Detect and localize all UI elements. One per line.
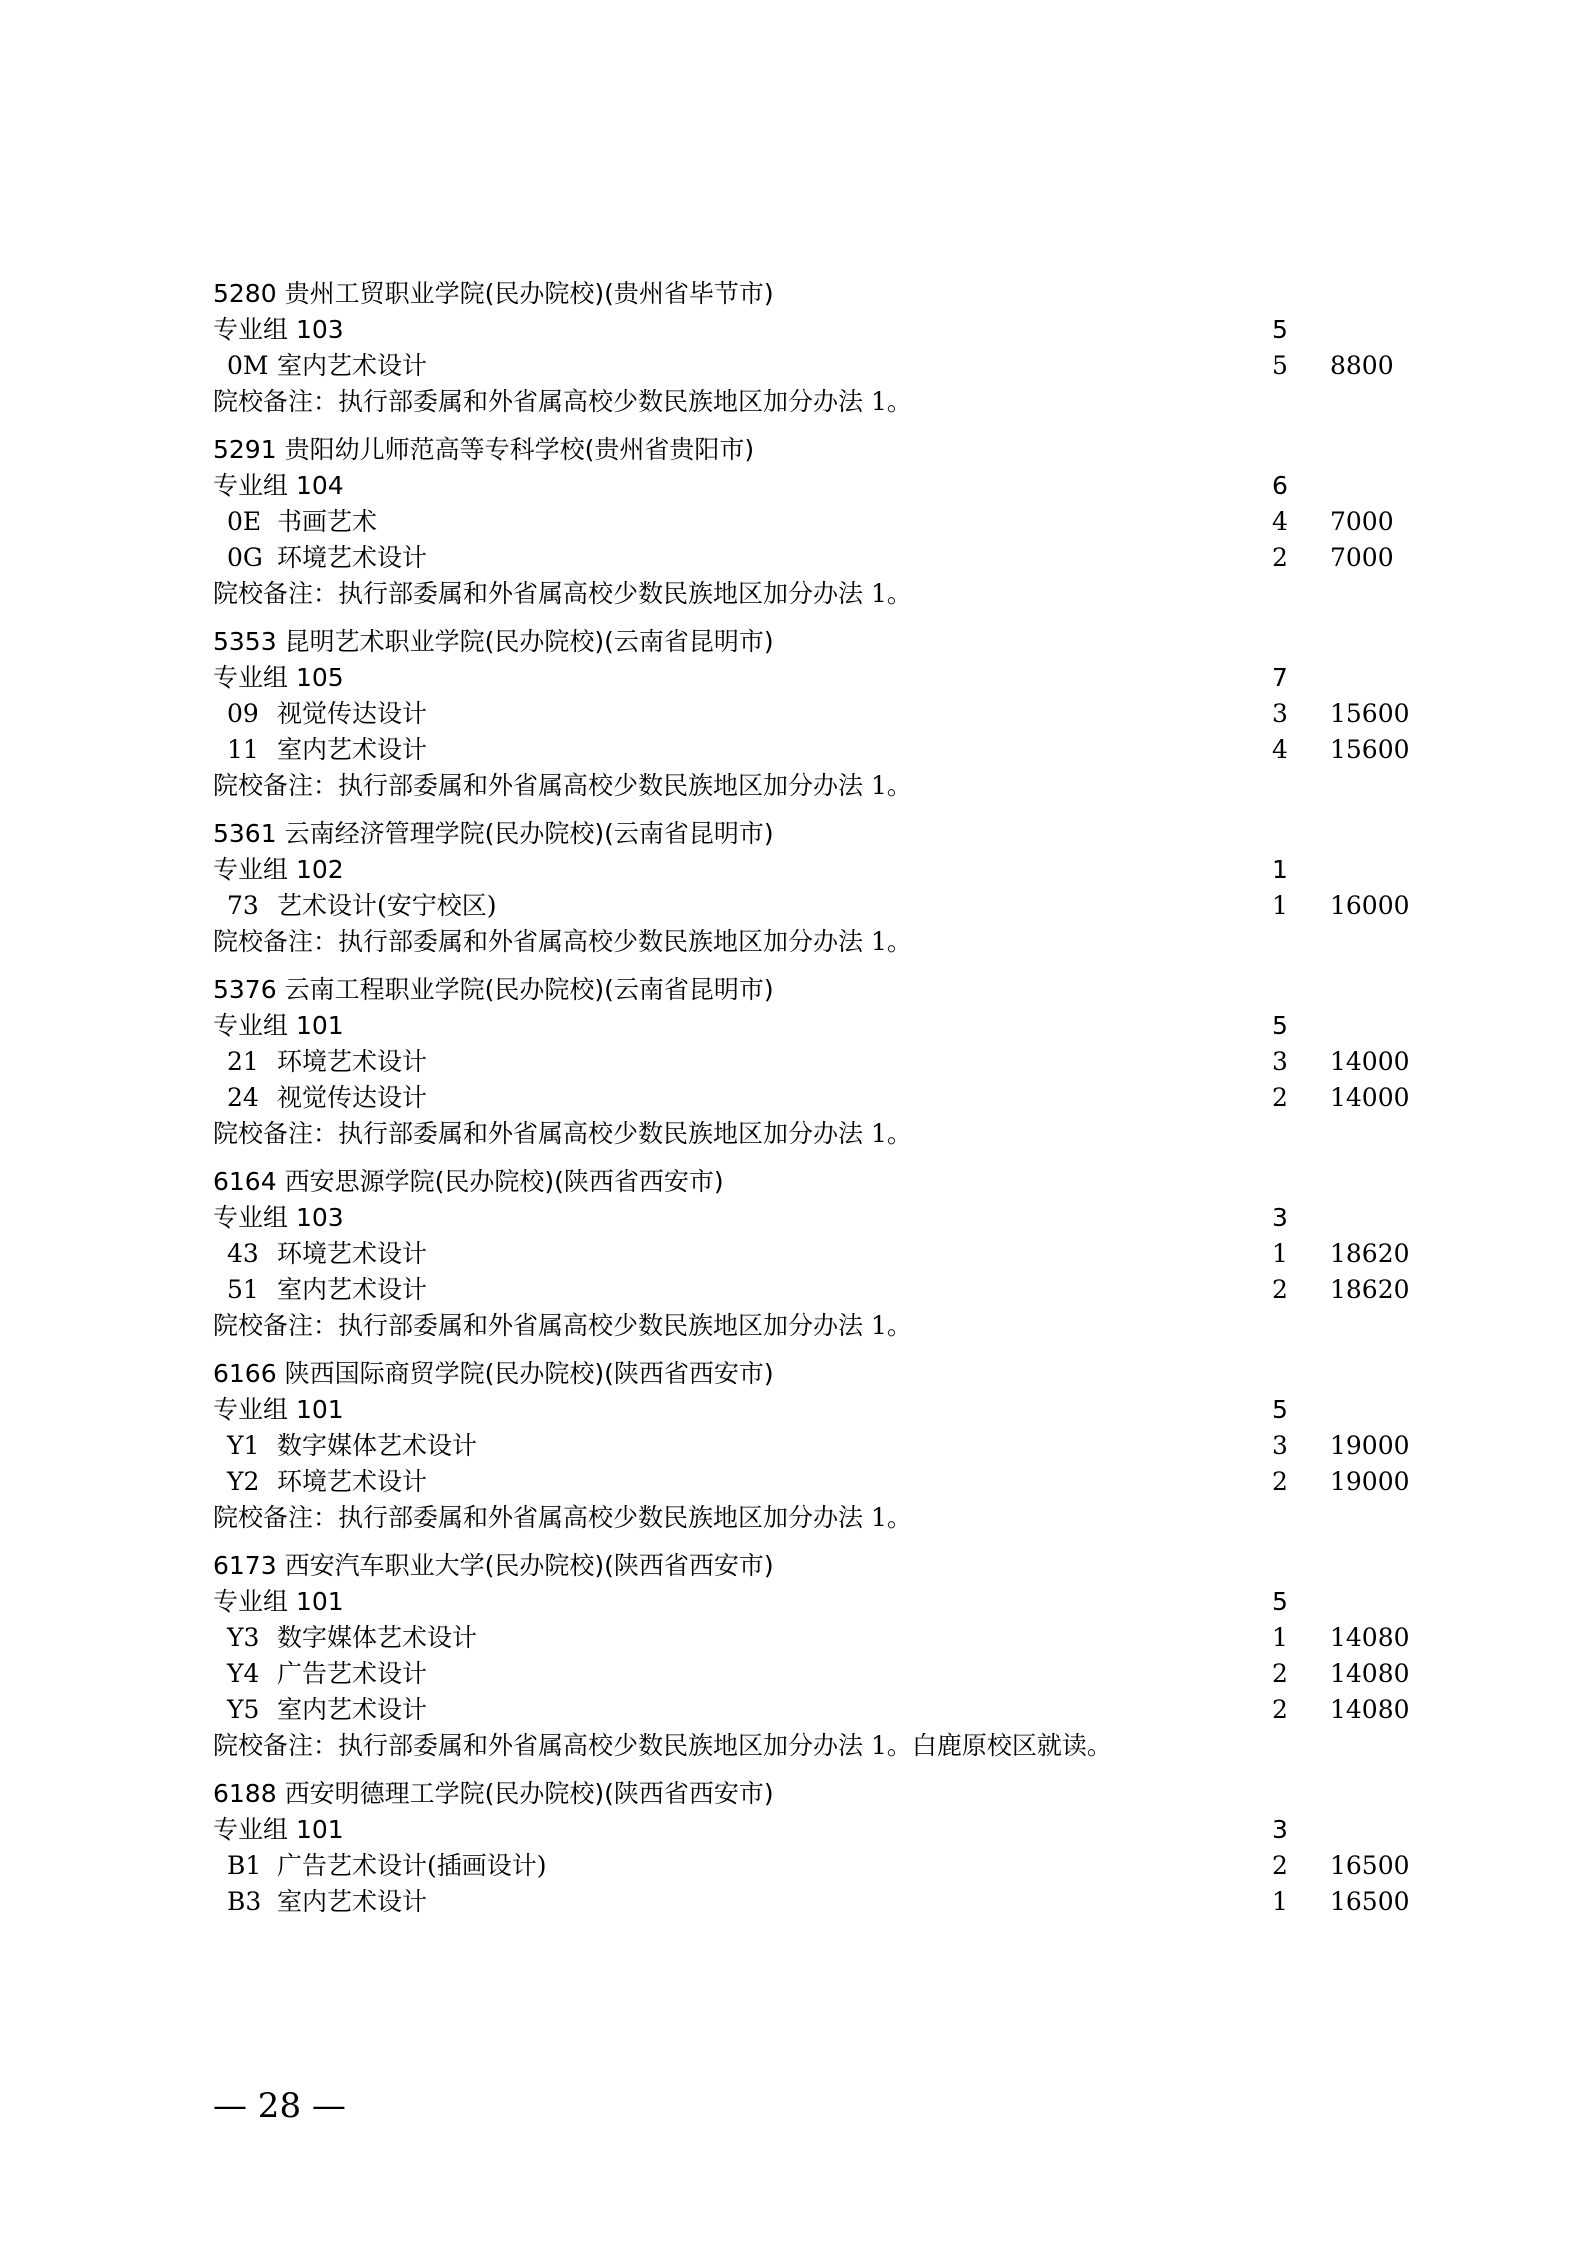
major-name: 视觉传达设计	[276, 1083, 427, 1112]
remark-text: 执行部委属和外省属高校少数民族地区加分办法 1。白鹿原校区就读。	[338, 1731, 1112, 1760]
major-group-row	[213, 1812, 1453, 1848]
school-title: 5291 贵阳幼儿师范高等专科学校(贵州省贵阳市)	[213, 435, 755, 464]
remark-text: 执行部委属和外省属高校少数民族地区加分办法 1。	[338, 1503, 912, 1532]
school-title: 5353 昆明艺术职业学院(民办院校)(云南省昆明市)	[213, 627, 774, 656]
major-group-count: 7	[1272, 663, 1288, 692]
major-group-row	[213, 468, 1453, 504]
remark-text: 执行部委属和外省属高校少数民族地区加分办法 1。	[338, 387, 912, 416]
school-title: 6166 陕西国际商贸学院(民办院校)(陕西省西安市)	[213, 1359, 774, 1388]
major-row	[213, 1656, 1453, 1692]
major-fee: 18620	[1330, 1275, 1410, 1304]
major-code: 24	[227, 1083, 259, 1112]
major-fee: 14080	[1330, 1623, 1410, 1652]
major-name: 室内艺术设计	[276, 1275, 427, 1304]
school-title: 5280 贵州工贸职业学院(民办院校)(贵州省毕节市)	[213, 279, 774, 308]
major-group-label: 专业组 104	[213, 471, 344, 500]
remark-label: 院校备注：	[213, 387, 339, 416]
major-name: 书画艺术	[276, 507, 377, 536]
remark-label: 院校备注：	[213, 1731, 339, 1760]
school-entry	[213, 816, 1453, 960]
major-group-count: 3	[1272, 1815, 1288, 1844]
major-group-row	[213, 1584, 1453, 1620]
major-code: 0G	[227, 543, 263, 572]
major-label	[213, 1239, 427, 1268]
major-fee: 14000	[1330, 1083, 1410, 1112]
major-group-row	[213, 660, 1453, 696]
major-name: 广告艺术设计(插画设计)	[276, 1851, 547, 1880]
remark-text: 执行部委属和外省属高校少数民族地区加分办法 1。	[338, 927, 912, 956]
major-row	[213, 1884, 1453, 1920]
major-count: 2	[1272, 1083, 1288, 1112]
major-group-label: 专业组 103	[213, 315, 344, 344]
major-fee: 7000	[1330, 507, 1394, 536]
major-count: 4	[1272, 507, 1288, 536]
major-label	[213, 1851, 546, 1880]
remark-label: 院校备注：	[213, 1119, 339, 1148]
major-code: 51	[227, 1275, 259, 1304]
major-label	[213, 1695, 427, 1724]
major-code: 09	[227, 699, 259, 728]
major-group-count: 6	[1272, 471, 1288, 500]
major-group-row	[213, 312, 1453, 348]
major-group-label: 专业组 102	[213, 855, 344, 884]
major-count: 1	[1272, 1887, 1288, 1916]
major-fee: 15600	[1330, 735, 1410, 764]
major-name: 室内艺术设计	[276, 351, 427, 380]
major-row	[213, 888, 1453, 924]
major-code: 0E	[227, 507, 262, 536]
major-name: 数字媒体艺术设计	[276, 1623, 477, 1652]
remark-label: 院校备注：	[213, 927, 339, 956]
remark-text: 执行部委属和外省属高校少数民族地区加分办法 1。	[338, 771, 912, 800]
remark-label: 院校备注：	[213, 1311, 339, 1340]
major-code: Y1	[227, 1431, 260, 1460]
major-group-row	[213, 1008, 1453, 1044]
major-count: 2	[1272, 543, 1288, 572]
major-label	[213, 1431, 477, 1460]
major-group-count: 3	[1272, 1203, 1288, 1232]
major-label	[213, 1047, 427, 1076]
school-entry	[213, 624, 1453, 804]
major-row	[213, 1428, 1453, 1464]
major-group-count: 5	[1272, 315, 1288, 344]
major-row	[213, 1236, 1453, 1272]
major-fee: 14080	[1330, 1695, 1410, 1724]
major-fee: 18620	[1330, 1239, 1410, 1268]
school-remark	[213, 1500, 1453, 1536]
major-count: 2	[1272, 1467, 1288, 1496]
school-title: 5361 云南经济管理学院(民办院校)(云南省昆明市)	[213, 819, 774, 848]
major-row	[213, 1080, 1453, 1116]
major-code: 0M	[227, 351, 269, 380]
major-row	[213, 1044, 1453, 1080]
major-fee: 14000	[1330, 1047, 1410, 1076]
major-fee: 16500	[1330, 1887, 1410, 1916]
major-label	[213, 699, 427, 728]
major-row	[213, 1464, 1453, 1500]
major-code: 73	[227, 891, 259, 920]
major-label	[213, 735, 427, 764]
major-label	[213, 1887, 427, 1916]
major-row	[213, 732, 1453, 768]
major-count: 2	[1272, 1275, 1288, 1304]
remark-text: 执行部委属和外省属高校少数民族地区加分办法 1。	[338, 1311, 912, 1340]
major-name: 视觉传达设计	[276, 699, 427, 728]
school-title: 6164 西安思源学院(民办院校)(陕西省西安市)	[213, 1167, 724, 1196]
major-row	[213, 1272, 1453, 1308]
school-remark	[213, 768, 1453, 804]
school-remark	[213, 924, 1453, 960]
major-group-row	[213, 1392, 1453, 1428]
major-group-row	[213, 1200, 1453, 1236]
major-fee: 16000	[1330, 891, 1410, 920]
major-group-label: 专业组 101	[213, 1815, 344, 1844]
major-fee: 19000	[1330, 1431, 1410, 1460]
major-count: 2	[1272, 1659, 1288, 1688]
school-title: 6173 西安汽车职业大学(民办院校)(陕西省西安市)	[213, 1551, 774, 1580]
major-name: 环境艺术设计	[276, 543, 427, 572]
major-fee: 7000	[1330, 543, 1394, 572]
major-name: 室内艺术设计	[276, 735, 427, 764]
major-row	[213, 504, 1453, 540]
school-entry	[213, 972, 1453, 1152]
major-code: Y5	[227, 1695, 260, 1724]
major-label	[213, 1623, 477, 1652]
school-entry	[213, 1356, 1453, 1536]
major-code: Y2	[227, 1467, 260, 1496]
major-code: B1	[227, 1851, 262, 1880]
page-number: — 28 —	[213, 2086, 346, 2126]
major-count: 2	[1272, 1695, 1288, 1724]
major-row	[213, 696, 1453, 732]
major-label	[213, 543, 427, 572]
major-label	[213, 507, 377, 536]
major-label	[213, 1083, 427, 1112]
major-label	[213, 351, 427, 380]
school-entry	[213, 1548, 1453, 1764]
major-count: 3	[1272, 699, 1288, 728]
major-group-count: 1	[1272, 855, 1288, 884]
school-title: 6188 西安明德理工学院(民办院校)(陕西省西安市)	[213, 1779, 774, 1808]
major-row	[213, 1620, 1453, 1656]
school-entry	[213, 432, 1453, 612]
major-group-count: 5	[1272, 1395, 1288, 1424]
major-code: 21	[227, 1047, 259, 1076]
school-entry	[213, 276, 1453, 420]
major-group-label: 专业组 101	[213, 1011, 344, 1040]
remark-label: 院校备注：	[213, 579, 339, 608]
major-code: B3	[227, 1887, 262, 1916]
major-count: 5	[1272, 351, 1288, 380]
major-count: 4	[1272, 735, 1288, 764]
school-entry	[213, 1776, 1453, 1920]
major-name: 室内艺术设计	[276, 1695, 427, 1724]
school-remark	[213, 1308, 1453, 1344]
major-label	[213, 1659, 427, 1688]
major-row	[213, 1692, 1453, 1728]
school-entry	[213, 1164, 1453, 1344]
school-remark	[213, 576, 1453, 612]
major-count: 2	[1272, 1851, 1288, 1880]
school-title: 5376 云南工程职业学院(民办院校)(云南省昆明市)	[213, 975, 774, 1004]
major-name: 广告艺术设计	[276, 1659, 427, 1688]
remark-text: 执行部委属和外省属高校少数民族地区加分办法 1。	[338, 579, 912, 608]
major-fee: 16500	[1330, 1851, 1410, 1880]
major-fee: 8800	[1330, 351, 1394, 380]
major-row	[213, 540, 1453, 576]
major-count: 1	[1272, 1623, 1288, 1652]
major-name: 环境艺术设计	[276, 1047, 427, 1076]
major-count: 1	[1272, 1239, 1288, 1268]
major-code: 11	[227, 735, 259, 764]
school-remark	[213, 384, 1453, 420]
major-group-row	[213, 852, 1453, 888]
major-group-label: 专业组 103	[213, 1203, 344, 1232]
major-name: 环境艺术设计	[276, 1467, 427, 1496]
major-fee: 14080	[1330, 1659, 1410, 1688]
major-group-count: 5	[1272, 1587, 1288, 1616]
major-row	[213, 348, 1453, 384]
major-label	[213, 1467, 427, 1496]
remark-text: 执行部委属和外省属高校少数民族地区加分办法 1。	[338, 1119, 912, 1148]
major-fee: 19000	[1330, 1467, 1410, 1496]
major-code: 43	[227, 1239, 259, 1268]
major-label	[213, 891, 496, 920]
school-remark	[213, 1116, 1453, 1152]
school-remark	[213, 1728, 1453, 1764]
major-count: 3	[1272, 1047, 1288, 1076]
remark-label: 院校备注：	[213, 771, 339, 800]
remark-label: 院校备注：	[213, 1503, 339, 1532]
major-code: Y3	[227, 1623, 260, 1652]
major-group-label: 专业组 101	[213, 1587, 344, 1616]
major-code: Y4	[227, 1659, 260, 1688]
major-name: 数字媒体艺术设计	[276, 1431, 477, 1460]
major-count: 1	[1272, 891, 1288, 920]
major-row	[213, 1848, 1453, 1884]
major-name: 艺术设计(安宁校区)	[276, 891, 497, 920]
major-label	[213, 1275, 427, 1304]
admission-plan-list	[213, 276, 1453, 1920]
major-group-label: 专业组 105	[213, 663, 344, 692]
major-name: 室内艺术设计	[276, 1887, 427, 1916]
major-group-count: 5	[1272, 1011, 1288, 1040]
major-fee: 15600	[1330, 699, 1410, 728]
major-count: 3	[1272, 1431, 1288, 1460]
major-name: 环境艺术设计	[276, 1239, 427, 1268]
major-group-label: 专业组 101	[213, 1395, 344, 1424]
